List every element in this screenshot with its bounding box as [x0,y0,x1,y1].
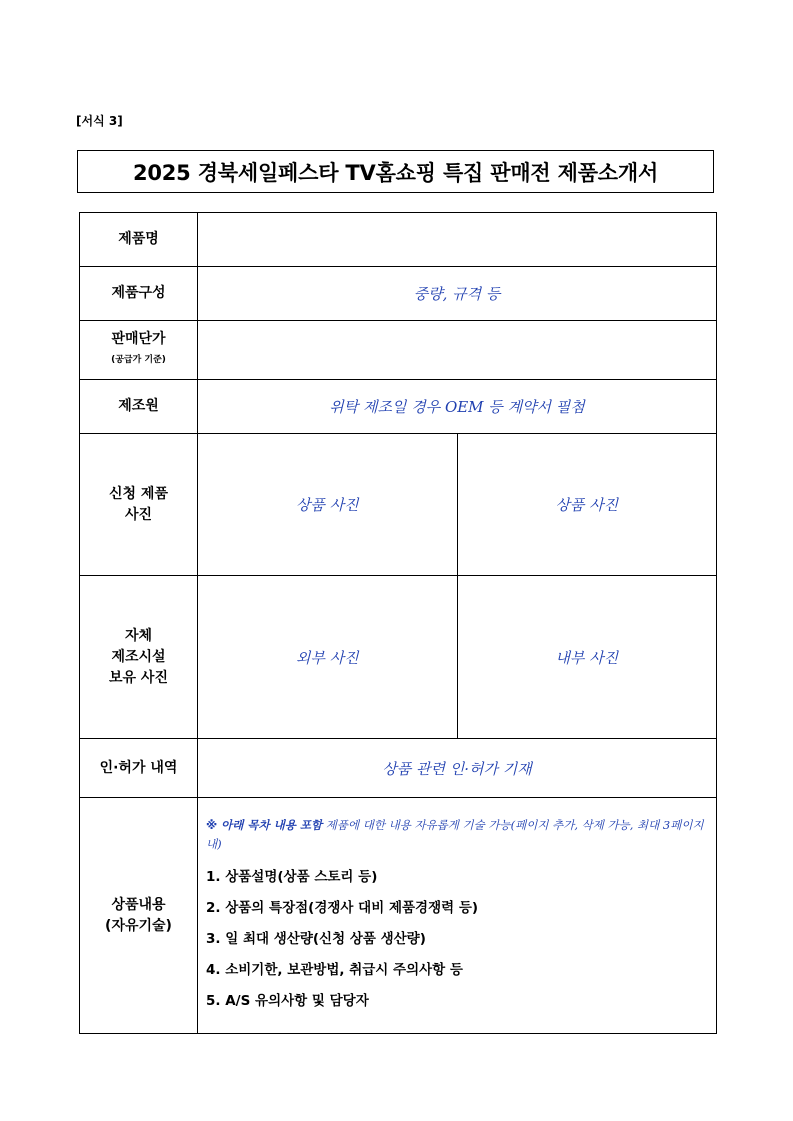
manufacturer-field[interactable] [198,380,717,434]
facility-photos-label-line3: 보유 사진 [109,669,168,686]
content-field[interactable] [198,798,717,1034]
unit-price-label-cell [80,321,198,380]
composition-hint: 중량, 규격 등 [413,285,501,303]
unit-price-sublabel: (공급가 기준) [111,355,166,365]
content-label-line1: 상품내용 [111,896,166,913]
content-item-4: 4. 소비기한, 보관방법, 취급시 주의사항 등 [206,962,463,978]
content-note-text: 제품에 대한 내용 자유롭게 기술 가능(페이지 추가, 삭제 가능, 최대 3페이지 내) [206,818,704,851]
permits-label: 인·허가 내역 [80,739,198,798]
product-photos-label-cell [80,434,198,576]
product-photo-right-cell[interactable] [457,434,717,576]
unit-price-field[interactable] [198,321,717,380]
exterior-photo-cell[interactable] [198,576,458,739]
row-composition [80,267,717,321]
row-facility-photos [80,576,717,739]
interior-photo-cell[interactable] [457,576,717,739]
product-name-field[interactable] [198,213,717,267]
row-product-photos [80,434,717,576]
manufacturer-label: 제조원 [80,380,198,434]
product-name-label: 제품명 [80,213,198,267]
interior-photo-hint: 내부 사진 [555,648,619,667]
content-note-emphasis: ※ 아래 목차 내용 포함 [206,818,323,832]
product-photo-left-hint: 상품 사진 [295,496,359,514]
facility-photos-label-cell [80,576,198,739]
row-manufacturer [80,380,717,434]
row-permits [80,739,717,798]
row-unit-price [80,321,717,380]
permits-hint: 상품 관련 인·허가 기재 [382,759,532,778]
permits-field[interactable] [198,739,717,798]
content-item-2: 2. 상품의 특장점(경쟁사 대비 제품경쟁력 등) [206,900,479,916]
product-photos-label-line1: 신청 제품 [109,485,168,502]
content-note [206,816,706,854]
composition-field[interactable] [198,267,717,321]
form-number-label: [서식 3] [76,114,123,128]
exterior-photo-hint: 외부 사진 [295,648,359,667]
product-intro-form [79,212,717,1034]
product-photo-left-cell[interactable] [198,434,458,576]
facility-photos-label-line1: 자체 [124,627,153,644]
content-item-1: 1. 상품설명(상품 스토리 등) [206,869,378,885]
document-title: 2025 경북세일페스타 TV홈쇼핑 특집 판매전 제품소개서 [132,160,659,185]
product-photo-right-hint: 상품 사진 [555,496,619,514]
title-box [77,150,714,193]
content-item-5: 5. A/S 유의사항 및 담당자 [206,993,369,1009]
row-content [80,798,717,1034]
content-label-line2: (자유기술) [105,917,172,934]
row-product-name [80,213,717,267]
composition-label: 제품구성 [80,267,198,321]
manufacturer-hint: 위탁 제조일 경우 OEM 등 계약서 필첨 [329,398,585,416]
content-item-3: 3. 일 최대 생산량(신청 상품 생산량) [206,931,426,947]
facility-photos-label-line2: 제조시설 [111,648,166,665]
content-label-cell [80,798,198,1034]
product-photos-label-line2: 사진 [124,506,153,523]
unit-price-label: 판매단가 [111,331,166,347]
